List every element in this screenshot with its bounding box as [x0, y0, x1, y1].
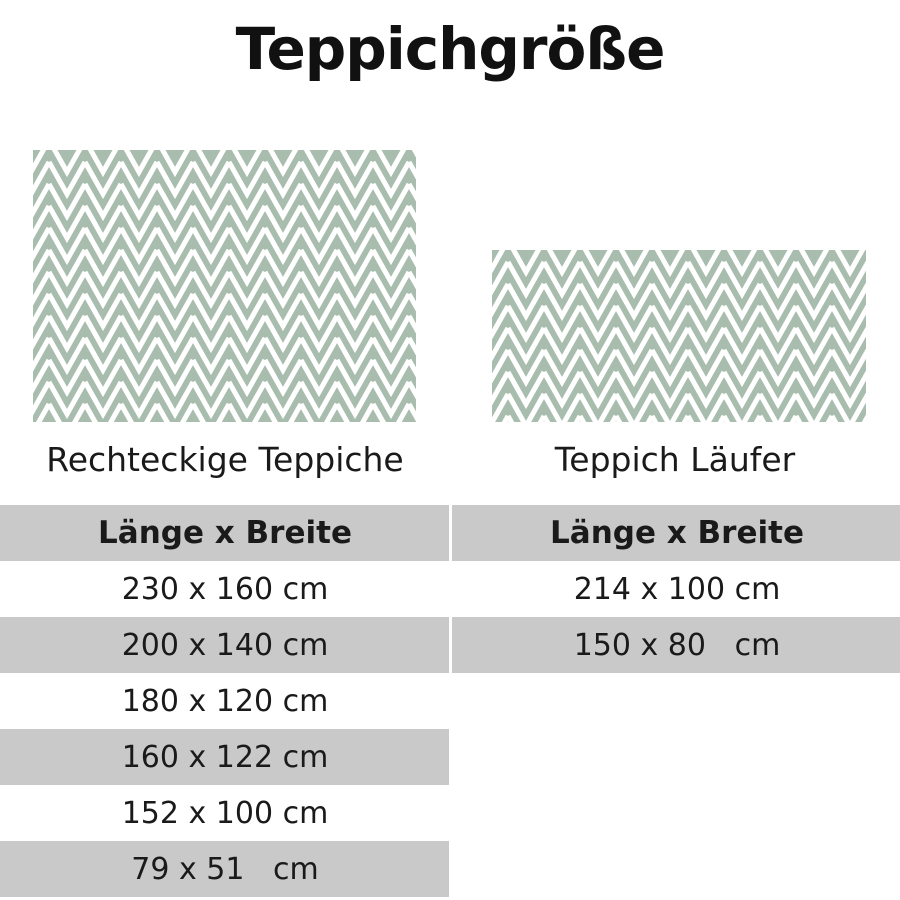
rect-size-6: 79 x 51 cm: [0, 841, 451, 897]
runner-size-empty-4: [451, 729, 900, 785]
rect-size-1: 230 x 160 cm: [0, 561, 451, 617]
rectangular-rug-swatch: [33, 150, 416, 422]
runner-size-empty-6: [451, 841, 900, 897]
rect-size-2: 200 x 140 cm: [0, 617, 451, 673]
runner-size-empty-5: [451, 785, 900, 841]
table-header-right: Länge x Breite: [451, 505, 900, 561]
runner-size-1: 214 x 100 cm: [451, 561, 900, 617]
rect-size-5: 152 x 100 cm: [0, 785, 451, 841]
page-title: Teppichgröße: [235, 15, 665, 83]
table-header-left: Länge x Breite: [0, 505, 451, 561]
rect-size-4: 160 x 122 cm: [0, 729, 451, 785]
table-column-divider: [449, 505, 452, 900]
runner-size-2: 150 x 80 cm: [451, 617, 900, 673]
runner-size-empty-3: [451, 673, 900, 729]
caption-rectangular-rugs: Rechteckige Teppiche: [46, 440, 404, 479]
runner-rug-swatch: [492, 250, 866, 422]
rect-size-3: 180 x 120 cm: [0, 673, 451, 729]
caption-runner-rugs: Teppich Läufer: [554, 440, 796, 479]
